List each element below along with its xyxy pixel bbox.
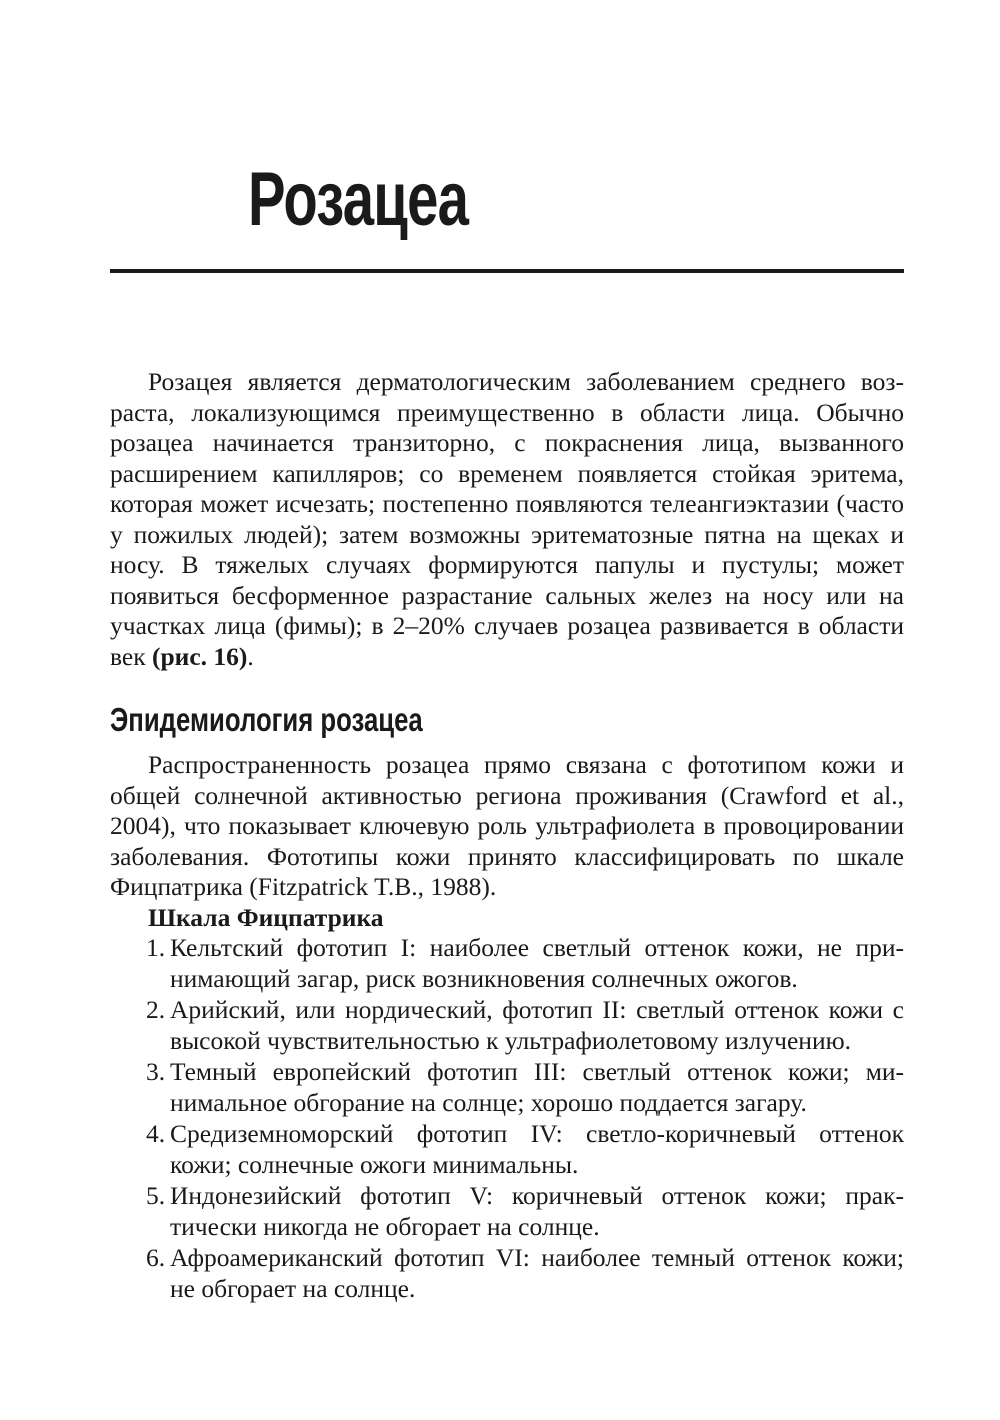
intro-text-end: .: [247, 641, 254, 671]
list-item-number: 5.: [146, 1181, 166, 1210]
list-item-text: Афроамериканский фототип VI: наиболее темный оттенок кожи; не обгорает на солнце.: [170, 1243, 904, 1303]
list-item-text: Кельтский фототип I: наиболее светлый оттенок кожи, не принимающий загар, риск возникновения солнечных ожогов.: [170, 933, 904, 993]
scale-title: Шкала Фицпатрика: [148, 902, 384, 932]
list-item: [110, 1057, 904, 1118]
list-item-text: Темный европейский фототип III: светлый оттенок кожи; минимальное обгорание на солнце; хорошо поддается загару.: [170, 1057, 904, 1117]
chapter-title: Розацеа: [248, 157, 469, 242]
list-item: [110, 1119, 904, 1180]
title-rule: [110, 269, 904, 273]
section-heading: Эпидемиология розацеа: [110, 701, 423, 738]
list-item: [110, 933, 904, 994]
intro-text: Розацея является дерматологическим заболеванием среднего возраста, локализующимся преимущественно в области лица. Обычно розацеа начинается транзиторно, с покраснения лица, вызванного расширением капилляров; со временем появляется стойкая эритема, которая может исчезать; постепенно появляются телеангиэктазии (часто у пожилых людей); затем возможны эритематозные пятна на щеках и носу. В тяжелых случаях формируются папулы и пустулы; может появиться бесформенное разрастание сальных желез на носу или на участках лица (фимы); в 2–20% случаев розацеа развивается в области век: [110, 367, 904, 671]
list-item: [110, 995, 904, 1056]
list-item-number: 4.: [146, 1119, 166, 1148]
list-item-number: 6.: [146, 1243, 166, 1272]
list-item-text: Средиземноморский фототип IV: светло-коричневый оттенок кожи; солнечные ожоги минимальны.: [170, 1119, 904, 1179]
intro-paragraph: [110, 367, 904, 672]
epidemiology-section: [110, 750, 904, 1304]
list-item-number: 3.: [146, 1057, 166, 1086]
intro-section: [110, 367, 904, 672]
epidemiology-paragraph: Распространенность розацеа прямо связана с фототипом кожи и общей солнечной активностью региона проживания (Crawford et al., 2004), что показывает ключевую роль ультрафиолета в провоцировании заболевания. Фототипы кожи принято классифицировать по шкале Фицпатрика (Fitzpatrick T.B., 1988).: [110, 750, 904, 901]
fitzpatrick-scale-list: [110, 933, 904, 1304]
list-item: [110, 1243, 904, 1304]
list-item: [110, 1181, 904, 1242]
list-item-number: 1.: [146, 933, 166, 962]
list-item-text: Индонезийский фототип V: коричневый оттенок кожи; практически никогда не обгорает на солнце.: [170, 1181, 904, 1241]
figure-reference: (рис. 16): [151, 641, 248, 671]
list-item-text: Арийский, или нордический, фототип II: светлый оттенок кожи с высокой чувствительностью к ультрафиолетовому излучению.: [170, 995, 904, 1055]
list-item-number: 2.: [146, 995, 166, 1024]
